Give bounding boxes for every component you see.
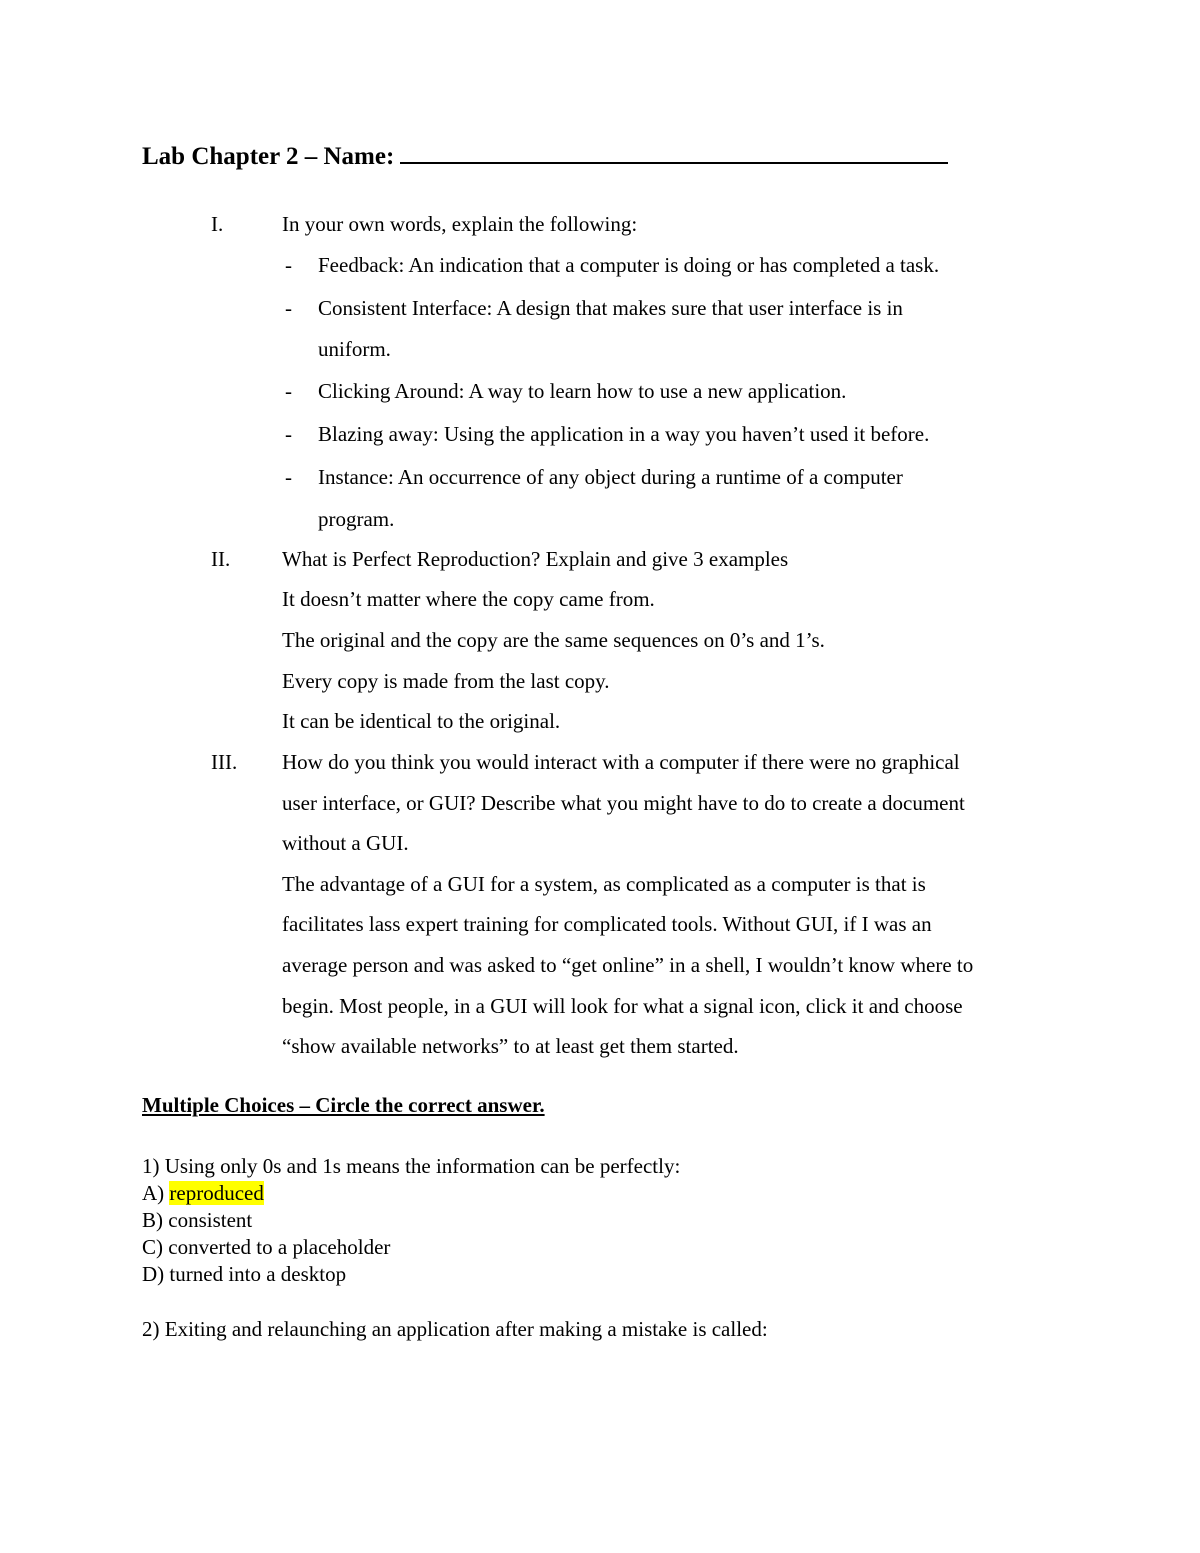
term-consistent-interface-cont: uniform. <box>318 337 391 361</box>
option-a[interactable] <box>142 1180 264 1206</box>
term-instance: Instance: An occurrence of any object during a runtime of a computer <box>318 465 903 489</box>
term-consistent-interface: Consistent Interface: A design that makes sure that user interface is in <box>318 296 903 320</box>
multiple-choice-heading: Multiple Choices – Circle the correct answer. <box>142 1093 545 1117</box>
bullet-dash: - <box>285 422 292 446</box>
section-3-answer-line: “show available networks” to at least get them started. <box>282 1034 739 1058</box>
bullet-dash: - <box>285 253 292 277</box>
option-b[interactable] <box>142 1207 252 1233</box>
option-a-text-highlighted: reproduced <box>169 1181 264 1205</box>
section-1-numeral: I. <box>211 212 224 236</box>
section-2-prompt: What is Perfect Reproduction? Explain and give 3 examples <box>282 547 789 571</box>
option-b-prefix: B) <box>142 1208 169 1232</box>
term-clicking-around: Clicking Around: A way to learn how to use a new application. <box>318 379 847 403</box>
section-2-answer-line: Every copy is made from the last copy. <box>282 669 610 693</box>
option-d-text: turned into a desktop <box>169 1262 347 1286</box>
section-3-answer-line: average person and was asked to “get online” in a shell, I wouldn’t know where to <box>282 953 974 977</box>
term-instance-cont: program. <box>318 507 395 531</box>
section-3-answer-line: The advantage of a GUI for a system, as complicated as a computer is that is <box>282 872 926 896</box>
option-b-text: consistent <box>168 1208 253 1232</box>
bullet-dash: - <box>285 379 292 403</box>
section-2-answer-line: The original and the copy are the same sequences on 0’s and 1’s. <box>282 628 825 652</box>
section-2-numeral: II. <box>211 547 231 571</box>
title-text: Lab Chapter 2 – Name: <box>142 143 395 170</box>
option-c-prefix: C) <box>142 1235 169 1259</box>
page-title <box>142 140 948 171</box>
section-3-numeral: III. <box>211 750 238 774</box>
name-blank-line <box>400 140 948 164</box>
section-3-prompt-line: user interface, or GUI? Describe what you might have to do to create a document <box>282 791 965 815</box>
term-blazing-away: Blazing away: Using the application in a way you haven’t used it before. <box>318 422 930 446</box>
bullet-dash: - <box>285 296 292 320</box>
section-3-answer-line: begin. Most people, in a GUI will look for what a signal icon, click it and choose <box>282 994 963 1018</box>
option-a-prefix: A) <box>142 1181 170 1205</box>
term-feedback: Feedback: An indication that a computer is doing or has completed a task. <box>318 253 940 277</box>
section-1-prompt: In your own words, explain the following: <box>282 212 638 236</box>
section-3-answer-line: facilitates lass expert training for complicated tools. Without GUI, if I was an <box>282 912 932 936</box>
option-c-text: converted to a placeholder <box>168 1235 391 1259</box>
option-d[interactable] <box>142 1261 346 1287</box>
section-3-prompt-line: How do you think you would interact with a computer if there were no graphical <box>282 750 960 774</box>
question-2: 2) Exiting and relaunching an application after making a mistake is called: <box>142 1317 768 1341</box>
option-c[interactable] <box>142 1234 390 1260</box>
option-d-prefix: D) <box>142 1262 170 1286</box>
bullet-dash: - <box>285 465 292 489</box>
section-2-answer-line: It can be identical to the original. <box>282 709 561 733</box>
question-1: 1) Using only 0s and 1s means the information can be perfectly: <box>142 1154 681 1178</box>
section-3-prompt-line: without a GUI. <box>282 831 409 855</box>
section-2-answer-line: It doesn’t matter where the copy came from. <box>282 587 655 611</box>
